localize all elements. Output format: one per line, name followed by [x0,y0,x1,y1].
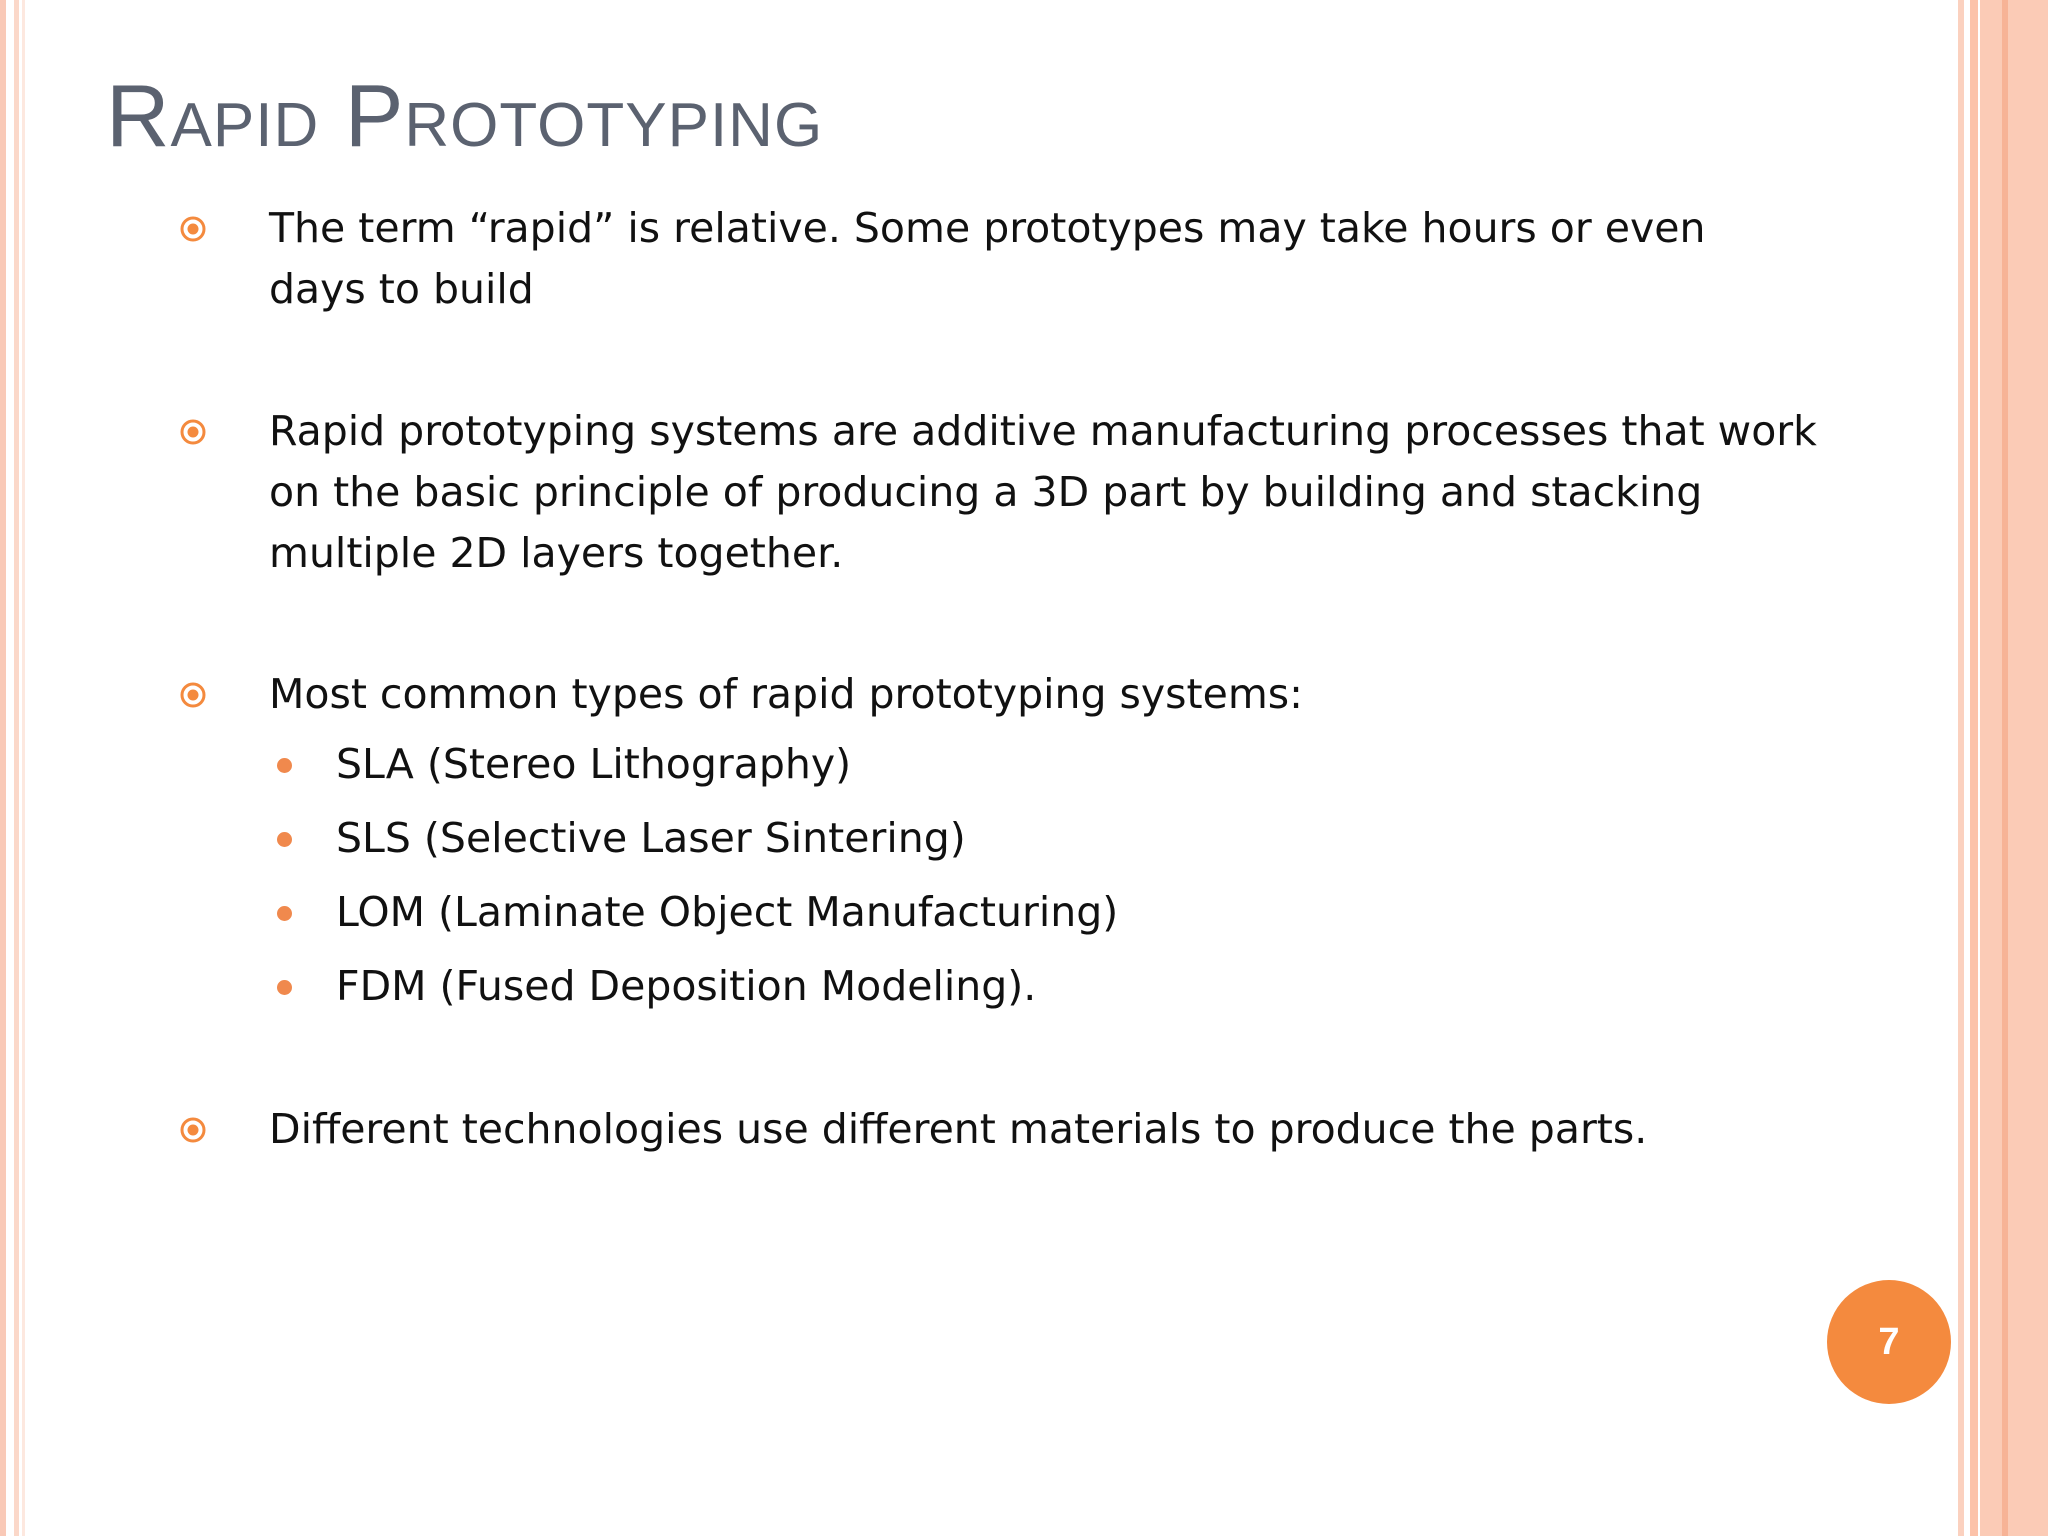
slide-title: Rapid Prototyping [106,66,824,165]
target-bullet-icon [180,682,206,708]
right-border-band [2002,0,2008,1536]
right-border-band [1980,0,2048,1536]
dot-bullet-icon [277,832,292,847]
sub-list-item [180,953,1780,1027]
right-border-band [1970,0,1978,1536]
dot-bullet-icon [277,906,292,921]
dot-bullet-icon [277,758,292,773]
target-bullet-icon [180,1117,206,1143]
sub-list-item-text: FDM (Fused Deposition Modeling). [336,962,1037,1010]
bullet-text: Rapid prototyping systems are additive manufacturing processes that work on the basic principle of producing a 3D part by building and stacking multiple 2D layers together. [269,407,1817,577]
sub-list-item [180,879,1780,953]
sub-list-item-text: SLA (Stereo Lithography) [336,740,852,788]
sub-list-item [180,731,1780,805]
sub-list-item-text: SLS (Selective Laser Sintering) [336,814,966,862]
right-border-band [1958,0,1964,1536]
page-number-badge [1827,1280,1951,1404]
page-number: 7 [1878,1321,1900,1363]
bullet-text: The term “rapid” is relative. Some prototypes may take hours or even days to build [269,204,1706,313]
bullet-text: Different technologies use different materials to produce the parts. [269,1105,1648,1153]
target-bullet-icon [180,419,206,445]
target-bullet-icon [180,216,206,242]
sub-list-item [180,805,1780,879]
sub-list-item-text: LOM (Laminate Object Manufacturing) [336,888,1119,936]
bullet-text: Most common types of rapid prototyping systems: [269,670,1303,718]
dot-bullet-icon [277,980,292,995]
